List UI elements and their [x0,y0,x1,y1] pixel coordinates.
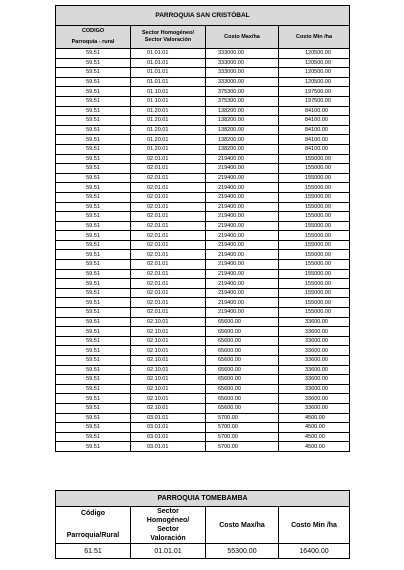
header-costo-min: Costo Min /ha [279,26,350,49]
table-cell: 59.51 [56,212,131,222]
table-cell: 155000.00 [279,308,350,318]
table-row [56,384,350,394]
table-cell: 03.01.01 [131,413,206,423]
table-cell: 59.51 [56,375,131,385]
table-row [56,298,350,308]
table-row [56,442,350,452]
table-cell: 59.51 [56,68,131,78]
table-row [56,58,350,68]
table-cell: 59.51 [56,384,131,394]
table-cell: 65600.00 [206,403,279,413]
table-cell: 02.01.01 [131,183,206,193]
table-cell: 84100.00 [279,116,350,126]
table-cell: 02.01.01 [131,240,206,250]
table-row [56,413,350,423]
table-cell: 02.10.01 [131,356,206,366]
table-cell: 02.01.01 [131,164,206,174]
table-cell: 59.51 [56,58,131,68]
table-row [56,144,350,154]
table-row [56,68,350,78]
table-cell: 01.20.01 [131,135,206,145]
table-cell: 02.01.01 [131,212,206,222]
table-cell: 59.51 [56,250,131,260]
table-cell: 155000.00 [279,164,350,174]
table-row [56,260,350,270]
table-row [56,365,350,375]
table-cell: 33600.00 [279,356,350,366]
table-cell: 59.51 [56,231,131,241]
table-cell: 59.51 [56,192,131,202]
table-cell: 65600.00 [206,346,279,356]
table-cell: 01.10.01 [131,96,206,106]
table-cell: 219400.00 [206,212,279,222]
table-cell: 333000.00 [206,58,279,68]
table-cell: 219400.00 [206,202,279,212]
table-cell: 155000.00 [279,250,350,260]
header-costo-max: Costo Max/ha [206,26,279,49]
table-body [56,49,350,452]
table-cell: 01.01.01 [131,49,206,59]
table-cell: 155000.00 [279,240,350,250]
table-cell: 59.51 [56,96,131,106]
table-row [56,269,350,279]
table-cell: 59.51 [56,164,131,174]
table-cell: 219400.00 [206,231,279,241]
table-cell: 155000.00 [279,269,350,279]
table-cell: 59.51 [56,298,131,308]
table-row [56,356,350,366]
table-cell: 59.51 [56,49,131,59]
table-cell: 02.01.01 [131,298,206,308]
table-cell: 65600.00 [206,394,279,404]
header-codigo: Código [56,507,131,528]
table-row [56,173,350,183]
table-cell: 02.10.01 [131,317,206,327]
table-cell: 84100.00 [279,125,350,135]
table-row [56,250,350,260]
table-cell: 4500.00 [279,442,350,452]
table-cell: 219400.00 [206,240,279,250]
table-cell: 55300.00 [206,544,279,559]
table-cell: 59.51 [56,183,131,193]
table-cell: 59.51 [56,279,131,289]
table-cell: 155000.00 [279,183,350,193]
table-cell: 33600.00 [279,403,350,413]
table-cell: 84100.00 [279,135,350,145]
table-cell: 5700.00 [206,413,279,423]
table-cell: 155000.00 [279,288,350,298]
table-cell: 02.10.01 [131,336,206,346]
table-cell: 59.51 [56,144,131,154]
table-cell: 138200.00 [206,106,279,116]
table-cell: 03.01.01 [131,432,206,442]
table-cell: 01.01.01 [131,68,206,78]
table-cell: 59.51 [56,240,131,250]
table-cell: 155000.00 [279,212,350,222]
table-cell: 138200.00 [206,116,279,126]
table-cell: 59.51 [56,423,131,433]
table-cell: 4500.00 [279,413,350,423]
table-cell: 219400.00 [206,221,279,231]
table-cell: 197500.00 [279,87,350,97]
table-cell: 84100.00 [279,106,350,116]
table-row [56,403,350,413]
table-row [56,116,350,126]
table-cell: 65600.00 [206,317,279,327]
table-cell: 33600.00 [279,327,350,337]
table-cell: 33600.00 [279,375,350,385]
table-cell: 59.51 [56,260,131,270]
table-cell: 59.51 [56,394,131,404]
table-cell: 155000.00 [279,192,350,202]
table-cell: 01.20.01 [131,144,206,154]
table-cell: 155000.00 [279,231,350,241]
table-cell: 33600.00 [279,336,350,346]
table-cell: 33600.00 [279,384,350,394]
table-cell: 65600.00 [206,327,279,337]
table-cell: 01.20.01 [131,116,206,126]
table-row [56,96,350,106]
table-cell: 01.01.01 [131,544,206,559]
table-cell: 59.51 [56,413,131,423]
table-row [56,202,350,212]
san-cristobal-table [55,5,350,452]
header-parroquia: Parroquia - rural [56,37,131,49]
table-cell: 59.51 [56,87,131,97]
table-cell: 155000.00 [279,202,350,212]
table-row [56,432,350,442]
table-row [56,183,350,193]
table-row [56,154,350,164]
table-row [56,77,350,87]
table-cell: 59.51 [56,346,131,356]
table-cell: 59.51 [56,135,131,145]
table-cell: 120500.00 [279,77,350,87]
table-row [56,192,350,202]
table-cell: 65600.00 [206,336,279,346]
table-cell: 219400.00 [206,288,279,298]
table-cell: 5700.00 [206,432,279,442]
table-row [56,288,350,298]
table-cell: 59.51 [56,269,131,279]
table-row [56,394,350,404]
table-cell: 120500.00 [279,49,350,59]
table-cell: 59.51 [56,116,131,126]
table-cell: 59.51 [56,356,131,366]
table-cell: 59.51 [56,202,131,212]
table-cell: 59.51 [56,336,131,346]
table-cell: 33600.00 [279,394,350,404]
table-row [56,231,350,241]
table-cell: 5700.00 [206,423,279,433]
table-cell: 02.01.01 [131,250,206,260]
table-cell: 65600.00 [206,384,279,394]
table-cell: 138200.00 [206,135,279,145]
table-cell: 333000.00 [206,77,279,87]
table-cell: 65600.00 [206,356,279,366]
table-cell: 219400.00 [206,279,279,289]
table-title: PARROQUIA TOMEBAMBA [56,491,350,507]
table-cell: 02.10.01 [131,394,206,404]
table-cell: 197500.00 [279,96,350,106]
table-cell: 59.51 [56,327,131,337]
table-cell: 219400.00 [206,308,279,318]
table-row [56,106,350,116]
table-cell: 01.20.01 [131,106,206,116]
table-cell: 02.01.01 [131,308,206,318]
header-sector: Sector Homogéneo/ Sector Valoración [131,26,206,49]
table-cell: 02.01.01 [131,154,206,164]
table-title: PARROQUIA SAN CRISTÓBAL [56,6,350,26]
table-cell: 65600.00 [206,375,279,385]
table-cell: 375300.00 [206,87,279,97]
table-cell: 333000.00 [206,68,279,78]
table-cell: 59.51 [56,442,131,452]
table-cell: 155000.00 [279,154,350,164]
table-cell: 155000.00 [279,260,350,270]
table-cell: 4500.00 [279,432,350,442]
table-cell: 02.10.01 [131,327,206,337]
table-cell: 02.01.01 [131,288,206,298]
table-cell: 02.10.01 [131,403,206,413]
table-cell: 02.01.01 [131,279,206,289]
table-cell: 120500.00 [279,68,350,78]
table-cell: 59.51 [56,403,131,413]
table-cell: 84100.00 [279,144,350,154]
header-sector: Sector Homogéneo/ Sector Valoración [131,507,206,544]
table-cell: 219400.00 [206,269,279,279]
table-cell: 59.51 [56,221,131,231]
table-cell: 219400.00 [206,260,279,270]
table-cell: 01.20.01 [131,125,206,135]
table-cell: 4500.00 [279,423,350,433]
table-row [56,346,350,356]
header-costo-max: Costo Max/ha [206,507,279,544]
table-row [56,221,350,231]
header-codigo: CODIGO [56,26,131,38]
table-cell: 01.01.01 [131,77,206,87]
table-body [56,544,350,559]
table-row [56,135,350,145]
table-cell: 02.01.01 [131,202,206,212]
table-cell: 59.51 [56,154,131,164]
table-row [56,308,350,318]
table-cell: 02.01.01 [131,221,206,231]
table-cell: 138200.00 [206,125,279,135]
table-cell: 59.51 [56,288,131,298]
table-cell: 61.51 [56,544,131,559]
header-costo-min: Costo Min /ha [279,507,350,544]
tomebamba-table [55,490,350,559]
table-cell: 219400.00 [206,192,279,202]
table-cell: 155000.00 [279,298,350,308]
table-cell: 02.01.01 [131,192,206,202]
table-cell: 02.10.01 [131,346,206,356]
table-cell: 59.51 [56,77,131,87]
table-cell: 59.51 [56,317,131,327]
table-row [56,279,350,289]
table-cell: 02.10.01 [131,365,206,375]
table-row [56,164,350,174]
table-cell: 59.51 [56,308,131,318]
table-cell: 33600.00 [279,365,350,375]
table-cell: 16400.00 [279,544,350,559]
table-row [56,317,350,327]
table-cell: 375300.00 [206,96,279,106]
table-cell: 59.51 [56,365,131,375]
table-cell: 219400.00 [206,183,279,193]
table-cell: 02.01.01 [131,231,206,241]
table-cell: 02.01.01 [131,269,206,279]
table-row [56,125,350,135]
table-cell: 59.51 [56,125,131,135]
table-row [56,212,350,222]
table-cell: 33600.00 [279,346,350,356]
table-cell: 5700.00 [206,442,279,452]
table-cell: 03.01.01 [131,442,206,452]
table-cell: 59.51 [56,173,131,183]
table-row [56,327,350,337]
table-cell: 219400.00 [206,164,279,174]
table-cell: 219400.00 [206,250,279,260]
table-cell: 59.51 [56,106,131,116]
table-row [56,375,350,385]
table-cell: 02.01.01 [131,260,206,270]
table-row [56,49,350,59]
table-row [56,544,350,559]
table-cell: 155000.00 [279,173,350,183]
table-cell: 138200.00 [206,144,279,154]
header-parroquia: Parroquia/Rural [56,527,131,544]
table-cell: 155000.00 [279,279,350,289]
table-cell: 120500.00 [279,58,350,68]
table-cell: 59.51 [56,432,131,442]
table-cell: 33600.00 [279,317,350,327]
table-cell: 155000.00 [279,221,350,231]
table-cell: 02.01.01 [131,173,206,183]
table-cell: 219400.00 [206,298,279,308]
table-row [56,87,350,97]
table-cell: 65600.00 [206,365,279,375]
table-row [56,240,350,250]
table-row [56,336,350,346]
table-cell: 01.01.01 [131,58,206,68]
table-cell: 03.01.01 [131,423,206,433]
table-cell: 333000.00 [206,49,279,59]
table-row [56,423,350,433]
table-cell: 219400.00 [206,154,279,164]
table-cell: 219400.00 [206,173,279,183]
table-cell: 02.10.01 [131,384,206,394]
table-cell: 02.10.01 [131,375,206,385]
table-cell: 01.10.01 [131,87,206,97]
